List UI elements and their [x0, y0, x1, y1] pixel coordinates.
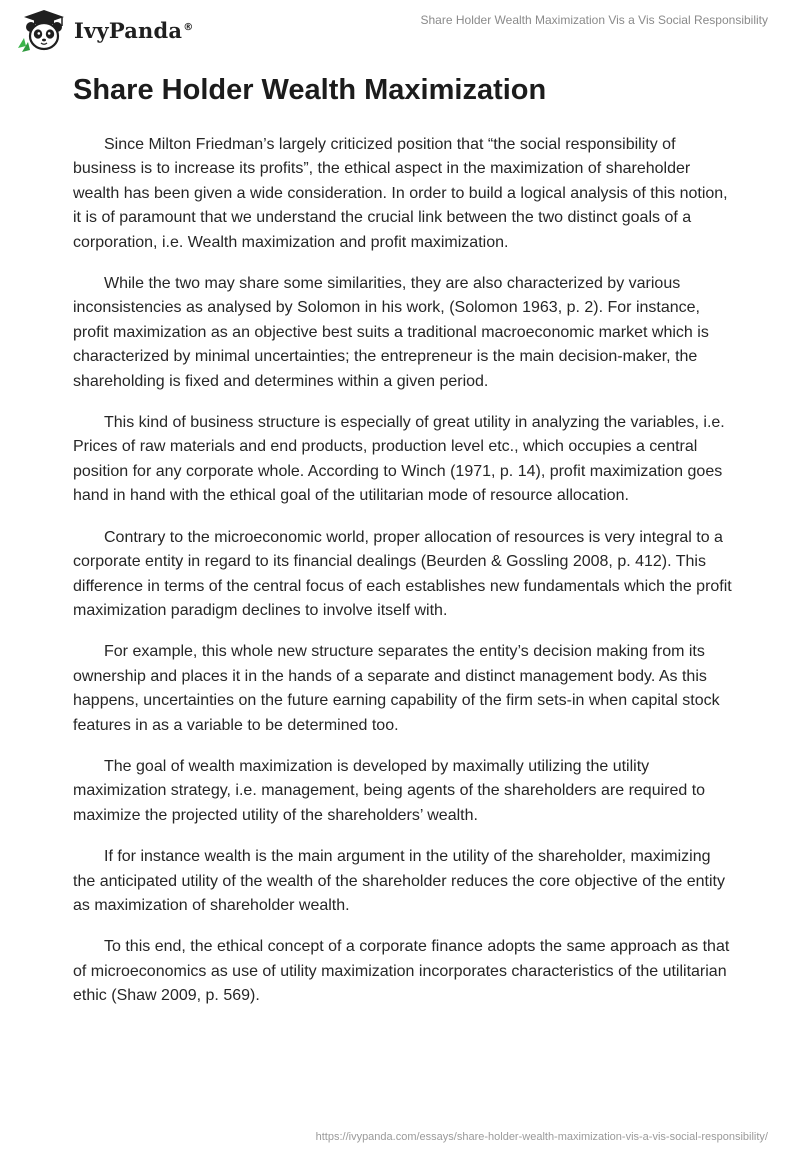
source-url[interactable]: https://ivypanda.com/essays/share-holder-wealth-maximization-vis-a-vis-social-responsibility/ [315, 1131, 768, 1143]
panda-graduate-logo-icon [14, 8, 68, 54]
document-title: Share Holder Wealth Maximization Vis a Vis Social Responsibility [420, 13, 768, 27]
brand-logo[interactable] [14, 8, 193, 54]
paragraph-1: Since Milton Friedman’s largely criticized position that “the social responsibility of business is to increase its profits”, the ethical aspect in the maximization of shareholder wealth has been given a wide consideration. In order to build a logical analysis of this notion, it is of paramount that we understand the crucial link between the two distinct goals of a corporation, i.e. Wealth maximization and profit maximization. [73, 136, 728, 251]
paragraph-6: The goal of wealth maximization is developed by maximally utilizing the utility maximization strategy, i.e. management, being agents of the shareholders are required to maximize the projected utility of the shareholders’ wealth. [73, 757, 706, 824]
paragraph-8: To this end, the ethical concept of a corporate finance adopts the same approach as that of microeconomics as use of utility maximization incorporates characteristics of the utilitarian ethic (Shaw 2009, p. 569). [73, 938, 730, 1005]
paragraph-5: For example, this whole new structure separates the entity’s decision making from its ownership and places it in the hands of a separate and distinct management body. As this happens, uncertainties on the future earning capability of the firm sets-in when capital stock features in as a variable to be determined too. [73, 643, 720, 734]
brand-name: IvyPanda® [74, 17, 194, 43]
paragraph-4: Contrary to the microeconomic world, proper allocation of resources is very integral to a corporate entity in regard to its financial dealings (Beurden & Gossling 2008, p. 412). This difference in terms of the central focus of each establishes new fundamentals which the profit maximization paradigm declines to involve itself with. [73, 528, 732, 619]
paragraph-3: This kind of business structure is especially of great utility in analyzing the variables, i.e. Prices of raw materials and end products, production level etc., which occupies a central position for any corporate whole. According to Winch (1971, p. 14), profit maximization goes hand in hand with the ethical goal of the utilitarian mode of resource allocation. [73, 414, 725, 505]
registered-mark: ® [183, 21, 194, 33]
page-title: Share Holder Wealth Maximization [73, 74, 547, 106]
page-header [0, 0, 800, 60]
paragraph-2: While the two may share some similarities, they are also characterized by various inconsistencies as analysed by Solomon in his work, (Solomon 1963, p. 2). For instance, profit maximization as an objective best suits a traditional macroeconomic market which is characterized by minimal uncertainties; the entrepreneur is the main decision-maker, the shareholding is fixed and determines within a given period. [73, 275, 709, 390]
essay-body [73, 133, 733, 1026]
paragraph-7: If for instance wealth is the main argument in the utility of the shareholder, maximizing the anticipated utility of the wealth of the shareholder reduces the core objective of the entity as maximization of shareholder wealth. [73, 848, 725, 914]
